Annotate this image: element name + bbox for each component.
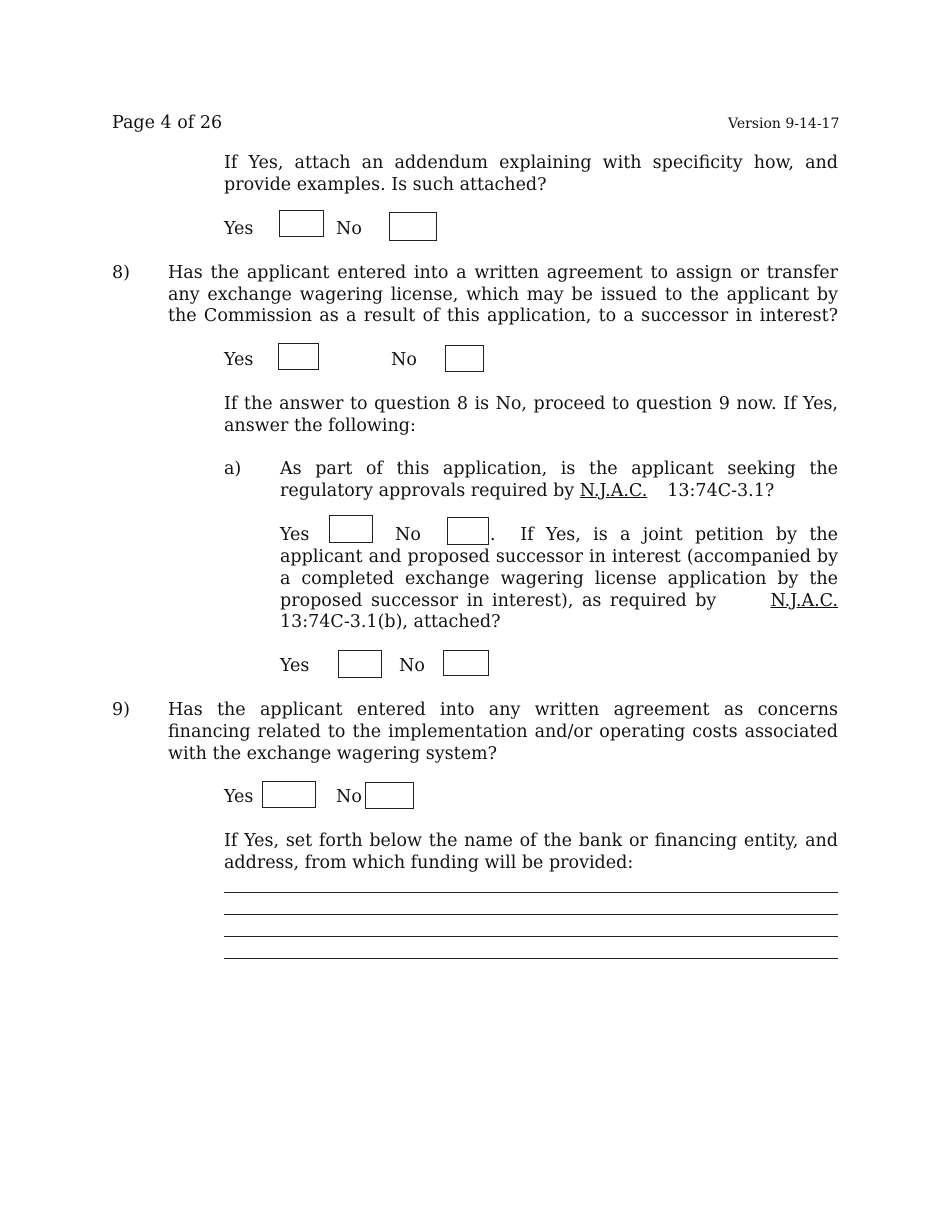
q8a-rule-number: 13:74C-3.1? [667, 481, 775, 501]
q7-addendum-line1: If Yes, attach an addendum explaining with specificity how, and [224, 153, 838, 173]
q8a-label: a) [224, 459, 242, 479]
q9-yes-label: Yes [224, 787, 254, 807]
q8a-attached-no-label: No [399, 656, 425, 676]
q8a-followup-text: proposed successor in interest), as required by [280, 591, 717, 611]
q8a-followup-line4 [280, 590, 838, 612]
q8-question-line3: the Commission as a result of this application, to a successor in interest? [168, 306, 838, 326]
q7-no-checkbox[interactable] [389, 212, 437, 241]
q8a-no-checkbox[interactable] [447, 517, 489, 545]
q8-instruction-line1: If the answer to question 8 is No, proceed to question 9 now. If Yes, [224, 394, 838, 414]
q8-instruction-line2: answer the following: [224, 416, 416, 436]
q8-yes-checkbox[interactable] [278, 343, 319, 370]
q8a-question-line2 [280, 480, 774, 502]
q8a-no-label: No [395, 525, 421, 545]
q8a-attached-no-checkbox[interactable] [443, 650, 489, 676]
q8a-attached-yes-label: Yes [280, 656, 310, 676]
njac-citation: N.J.A.C. [579, 481, 648, 501]
q7-addendum-line2: provide examples. Is such attached? [224, 175, 547, 195]
q7-no-label: No [336, 219, 362, 239]
funding-entry-line-3[interactable] [224, 936, 838, 937]
q8a-question-line1: As part of this application, is the applicant seeking the [280, 459, 838, 479]
q8-question-line1: Has the applicant entered into a written agreement to assign or transfer [168, 263, 838, 283]
q9-instruction-line1: If Yes, set forth below the name of the bank or financing entity, and [224, 831, 838, 851]
page-number: Page 4 of 26 [112, 113, 223, 133]
q9-question-line2: financing related to the implementation and/or operating costs associated [168, 722, 838, 742]
q8-yes-label: Yes [224, 350, 254, 370]
q8a-followup-line5: 13:74C-3.1(b), attached? [280, 612, 501, 632]
q9-question-line1: Has the applicant entered into any written agreement as concerns [168, 700, 838, 720]
q8a-yes-label: Yes [280, 525, 310, 545]
q8a-yes-checkbox[interactable] [329, 515, 373, 543]
q8a-attached-yes-checkbox[interactable] [338, 650, 382, 678]
q9-number: 9) [112, 700, 130, 720]
q8-question-line2: any exchange wagering license, which may be issued to the applicant by [168, 285, 838, 305]
q8a-followup-line3: a completed exchange wagering license application by the [280, 569, 838, 589]
q8-no-checkbox[interactable] [445, 345, 484, 372]
funding-entry-line-1[interactable] [224, 892, 838, 893]
q8a-followup-line2: applicant and proposed successor in interest (accompanied by [280, 547, 838, 567]
funding-entry-line-4[interactable] [224, 958, 838, 959]
njac-citation-2: N.J.A.C. [770, 591, 838, 611]
q8a-followup-line1: . If Yes, is a joint petition by the [490, 525, 838, 545]
version-label: Version 9-14-17 [728, 116, 840, 132]
q9-no-label: No [336, 787, 362, 807]
q8-number: 8) [112, 263, 130, 283]
q8-no-label: No [391, 350, 417, 370]
q7-yes-checkbox[interactable] [279, 210, 324, 237]
funding-entry-line-2[interactable] [224, 914, 838, 915]
q9-no-checkbox[interactable] [365, 782, 414, 809]
q7-yes-label: Yes [224, 219, 254, 239]
q9-question-line3: with the exchange wagering system? [168, 744, 497, 764]
q9-yes-checkbox[interactable] [262, 781, 316, 808]
q9-instruction-line2: address, from which funding will be provided: [224, 853, 634, 873]
q8a-question-text: regulatory approvals required by [280, 481, 580, 501]
